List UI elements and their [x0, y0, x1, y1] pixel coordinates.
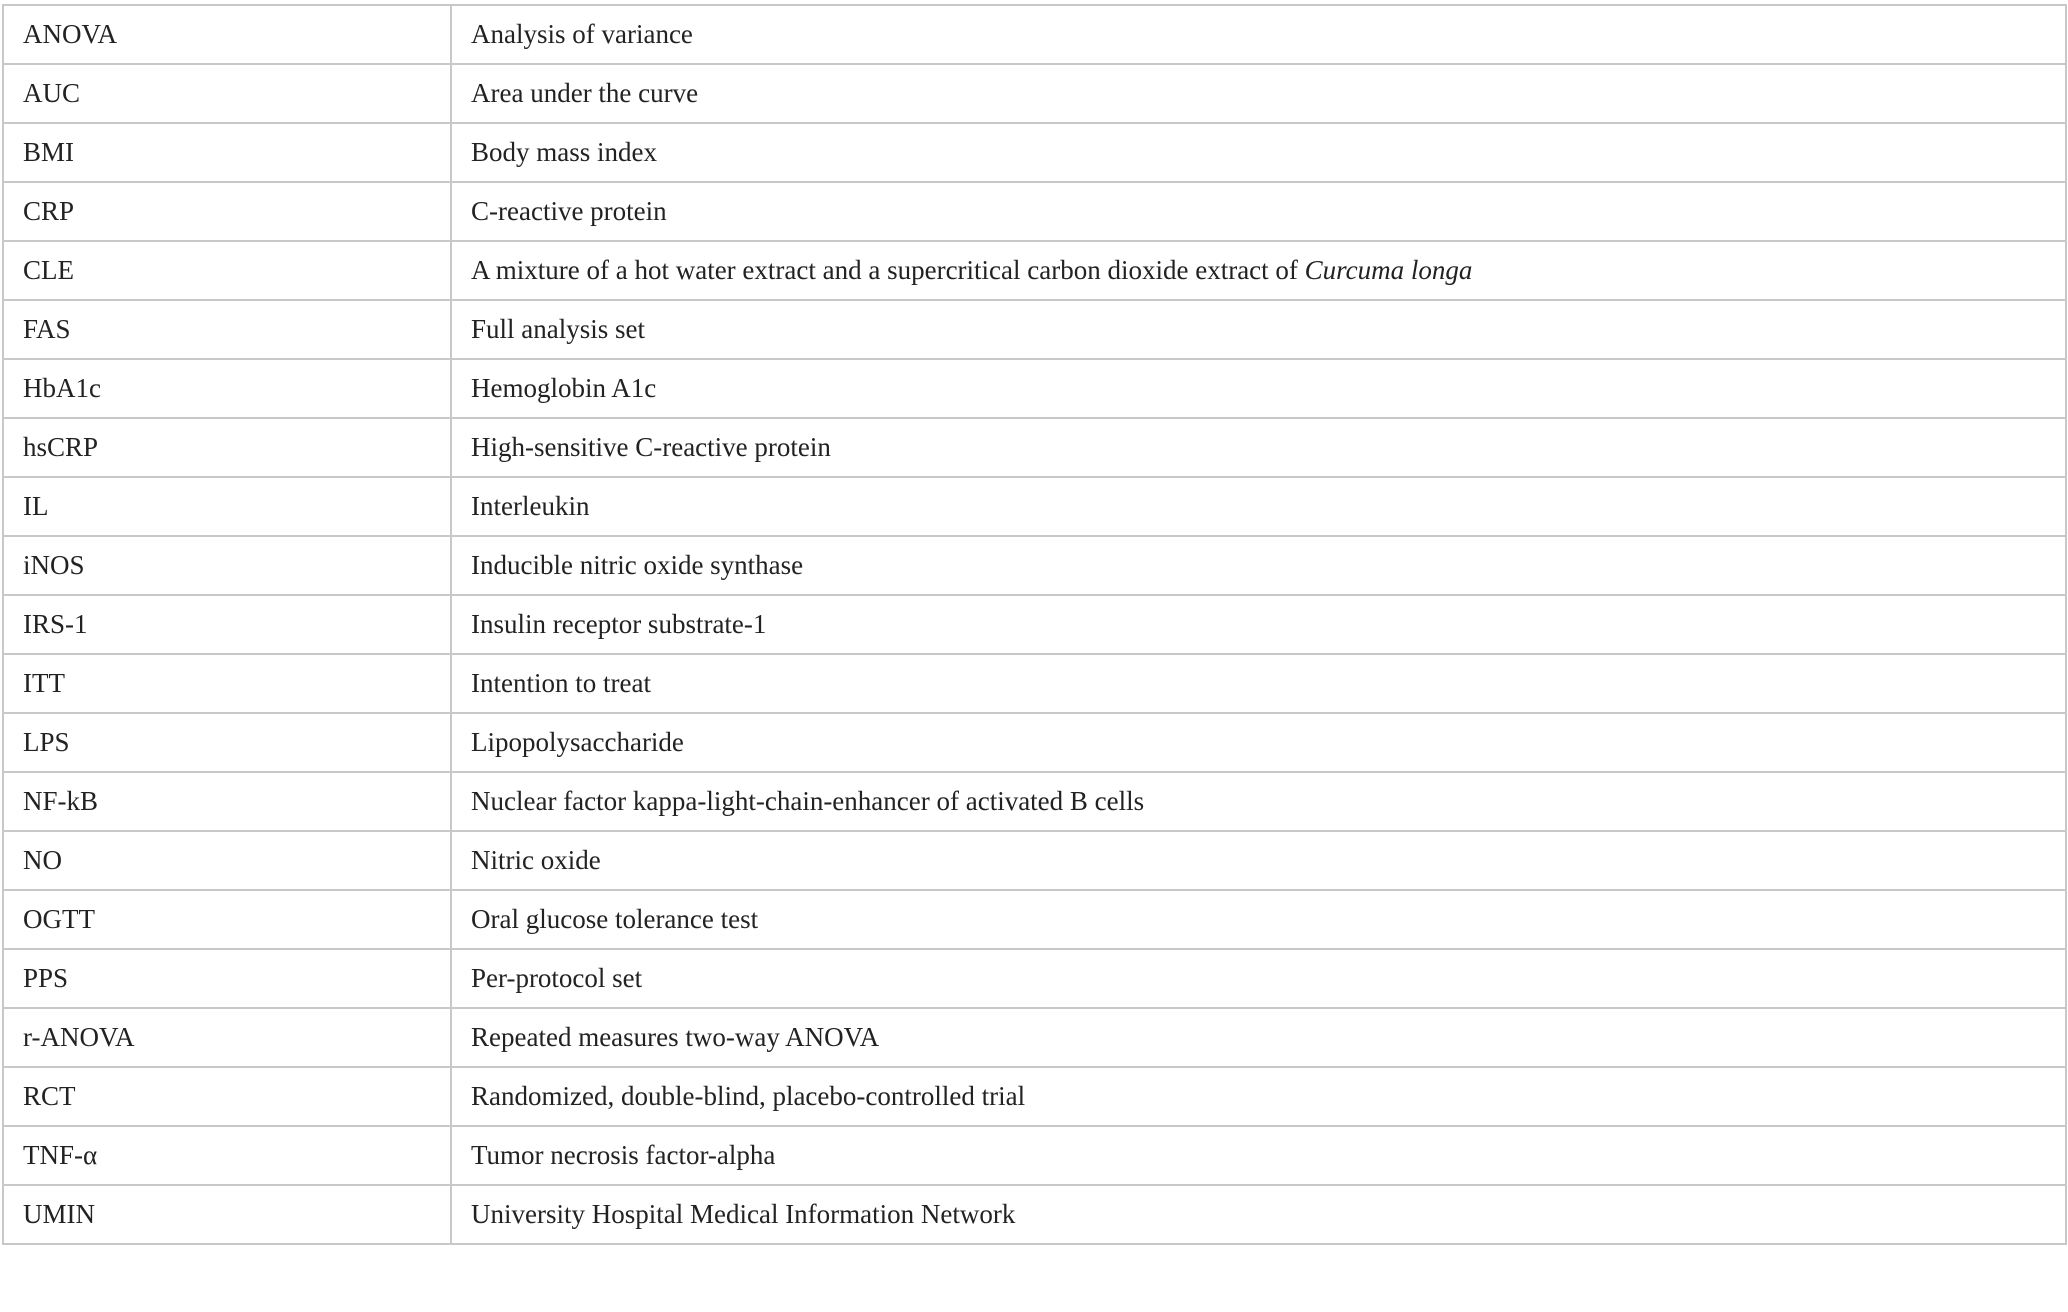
definition-cell: Randomized, double-blind, placebo-controlled trial: [451, 1067, 2066, 1126]
abbreviation-cell: AUC: [3, 64, 451, 123]
definition-italic-text: Curcuma longa: [1304, 255, 1473, 285]
table-row: [3, 182, 2066, 241]
abbreviation-cell: hsCRP: [3, 418, 451, 477]
definition-cell: Interleukin: [451, 477, 2066, 536]
abbreviation-cell: CLE: [3, 241, 451, 300]
abbreviation-cell: iNOS: [3, 536, 451, 595]
definition-cell: Repeated measures two-way ANOVA: [451, 1008, 2066, 1067]
abbreviation-cell: FAS: [3, 300, 451, 359]
table-row: [3, 654, 2066, 713]
table-row: [3, 1008, 2066, 1067]
definition-cell: Insulin receptor substrate-1: [451, 595, 2066, 654]
table-row: [3, 831, 2066, 890]
table-row: [3, 1185, 2066, 1244]
table-row: [3, 123, 2066, 182]
abbreviation-cell: PPS: [3, 949, 451, 1008]
definition-cell: Nitric oxide: [451, 831, 2066, 890]
abbreviation-cell: CRP: [3, 182, 451, 241]
table-row: [3, 772, 2066, 831]
abbreviation-cell: TNF-α: [3, 1126, 451, 1185]
definition-cell: Analysis of variance: [451, 5, 2066, 64]
abbreviation-cell: NO: [3, 831, 451, 890]
definition-cell: Oral glucose tolerance test: [451, 890, 2066, 949]
table-row: [3, 890, 2066, 949]
table-row: [3, 5, 2066, 64]
definition-cell: University Hospital Medical Information Network: [451, 1185, 2066, 1244]
abbreviation-cell: ITT: [3, 654, 451, 713]
abbreviation-cell: BMI: [3, 123, 451, 182]
table-row: [3, 1126, 2066, 1185]
table-row: [3, 949, 2066, 1008]
definition-cell: Inducible nitric oxide synthase: [451, 536, 2066, 595]
table-row: [3, 241, 2066, 300]
definition-cell: High-sensitive C-reactive protein: [451, 418, 2066, 477]
abbreviation-cell: IRS-1: [3, 595, 451, 654]
definition-cell: Intention to treat: [451, 654, 2066, 713]
abbreviation-cell: ANOVA: [3, 5, 451, 64]
abbreviation-cell: RCT: [3, 1067, 451, 1126]
table-row: [3, 713, 2066, 772]
abbreviation-cell: LPS: [3, 713, 451, 772]
table-row: [3, 418, 2066, 477]
definition-cell: Per-protocol set: [451, 949, 2066, 1008]
abbreviation-cell: r-ANOVA: [3, 1008, 451, 1067]
table-row: [3, 595, 2066, 654]
table-row: [3, 1067, 2066, 1126]
table-row: [3, 64, 2066, 123]
definition-text: A mixture of a hot water extract and a supercritical carbon dioxide extract of: [471, 255, 1305, 285]
table-row: [3, 359, 2066, 418]
abbreviation-cell: IL: [3, 477, 451, 536]
abbreviation-cell: HbA1c: [3, 359, 451, 418]
abbreviation-cell: NF-kB: [3, 772, 451, 831]
abbreviations-table-body: [3, 5, 2066, 1244]
definition-cell: Body mass index: [451, 123, 2066, 182]
definition-cell: [451, 241, 2066, 300]
abbreviation-cell: UMIN: [3, 1185, 451, 1244]
definition-cell: Nuclear factor kappa-light-chain-enhancer of activated B cells: [451, 772, 2066, 831]
table-row: [3, 477, 2066, 536]
abbreviation-cell: OGTT: [3, 890, 451, 949]
abbreviations-table: [2, 4, 2067, 1245]
definition-cell: Full analysis set: [451, 300, 2066, 359]
table-row: [3, 300, 2066, 359]
definition-cell: Area under the curve: [451, 64, 2066, 123]
definition-cell: C-reactive protein: [451, 182, 2066, 241]
definition-cell: Tumor necrosis factor-alpha: [451, 1126, 2066, 1185]
definition-cell: Hemoglobin A1c: [451, 359, 2066, 418]
definition-cell: Lipopolysaccharide: [451, 713, 2066, 772]
table-row: [3, 536, 2066, 595]
